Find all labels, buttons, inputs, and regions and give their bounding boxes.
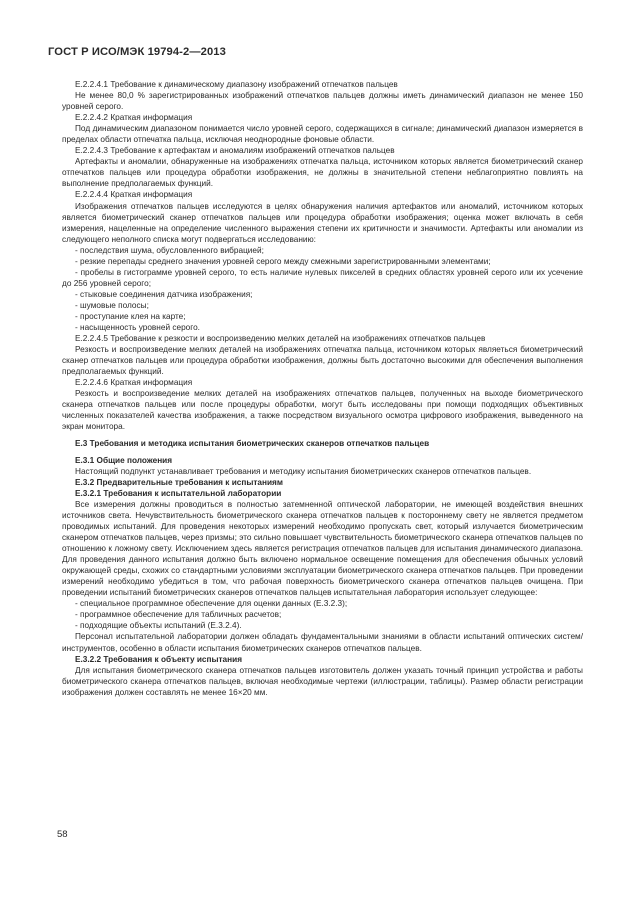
document-body <box>62 79 583 698</box>
paragraph: Е.2.2.4.6 Краткая информация <box>75 378 193 388</box>
paragraph: Е.2.2.4.5 Требование к резкости и воспроизведению мелких деталей на изображениях отпечатков пальцев <box>75 334 486 344</box>
paragraph: - специальное программное обеспечение для оценки данных (Е.3.2.3); <box>75 599 348 609</box>
paragraph: Е.2.2.4.3 Требование к артефактам и аномалиям изображений отпечатков пальцев <box>75 146 395 156</box>
paragraph: - последствия шума, обусловленного вибрацией; <box>75 245 264 255</box>
paragraph: Артефакты и аномалии, обнаруженные на изображениях отпечатка пальца, источником которых является биометрический сканер отпечатков пальцев или процедура обработки изображения, не должны в значительной степени неблагоприятно повлиять на выполнение предполагаемых функций. <box>62 157 583 189</box>
paragraph: Е.2.2.4.1 Требование к динамическому диапазону изображений отпечатков пальцев <box>75 80 398 89</box>
paragraph: Под динамическим диапазоном понимается число уровней серого, содержащихся в сигнале; динамический диапазон измеряется в пределах области отпечатка пальца, исключая неоднородные фоновые области. <box>62 124 583 145</box>
section-heading: Е.3.2.1 Требования к испытательной лаборатории <box>75 488 282 498</box>
paragraph: - резкие перепады среднего значения уровней серого между смежными зарегистрированными элементами; <box>75 256 491 266</box>
paragraph: Резкость и воспроизведение мелких деталей на изображениях отпечатка пальца, источником которых являеться биометрический сканер отпечатков пальцев или процедура обработки изображения, должны быть достаточно высокими для обеспечения выполнения предполагаемых функций. <box>62 345 583 377</box>
paragraph: Е.2.2.4.4 Краткая информация <box>75 190 193 200</box>
section-heading: Е.3.2.2 Требования к объекту испытания <box>75 654 243 664</box>
paragraph: - пробелы в гистограмме уровней серого, то есть наличие нулевых пикселей в средних областях уровней серого или их усечение до 256 уровней серого; <box>62 267 583 288</box>
document-header: ГОСТ Р ИСО/МЭК 19794-2—2013 <box>48 46 226 58</box>
section-heading: Е.3.1 Общие положения <box>75 455 173 465</box>
paragraph: Е.2.2.4.2 Краткая информация <box>75 113 193 123</box>
paragraph: Изображения отпечатков пальцев исследуются в целях обнаружения наличия артефактов или аномалий, источником которых является биометрический сканер отпечатков пальцев или процедура обработки изображения; оценка может включать в себя измерения, нацеленные на определение численного выражения степени их критичности и значимости. Артефакты или аномалии из следующего неполного списка могут подвергаться исследованию: <box>62 201 583 244</box>
section-heading: Е.3.2 Предварительные требования к испытаниям <box>75 477 283 487</box>
paragraph: Не менее 80,0 % зарегистрированных изображений отпечатков пальцев должны иметь динамический диапазон не менее 150 уровней серого. <box>62 91 583 112</box>
paragraph: - подходящие объекты испытаний (Е.3.2.4). <box>75 621 242 631</box>
paragraph: - шумовые полосы; <box>75 300 149 310</box>
paragraph: - проступание клея на карте; <box>75 311 186 321</box>
paragraph: Все измерения должны проводиться в полностью затемненной оптической лаборатории, не имеющей воздействия внешних источников света. Нечувствительность биометрического сканера отпечатков пальцев к постороннему свету не является предметом проводимых испытаний. Для проведения некоторых измерений необходимо пропускать свет, который излучается биометрическим сканером отпечатков пальцев, через призмы; это сильно повышает чувствительность биометрического сканера отпечатков пальцев по отношению к ложному свету. Исключением здесь является регистрация отпечатков пальцев для испытания динамического диапазона. Для проведения данного испытания должно быть включено нормальное освещение помещения для обеспечения обычных условий окружающей среды, схожих со стандартными условиями эксплуатации биометрического сканера отпечатков пальцев. При проведении измерений необходимо убедиться в том, что рабочая поверхность биометрического сканера отпечатков пальцев очищена. При проведении испытаний биометрических сканеров отпечатков пальцев испытательная лаборатория использует следующее: <box>62 499 583 598</box>
paragraph: - стыковые соединения датчика изображения; <box>75 289 253 299</box>
page-number: 58 <box>57 829 68 840</box>
paragraph: - насыщенность уровней серого. <box>75 323 200 333</box>
paragraph: Резкость и воспроизведение мелких деталей на изображениях отпечатков пальцев, полученных на выходе биометрического сканера отпечатков пальцев или после процедуры обработки, могут быть исследованы при помощи подходящих объективных численных показателей качества изображения, а также посредством визуального осмотра цифрового изображения, выведенного на экран монитора. <box>62 389 583 432</box>
paragraph: - программное обеспечение для табличных расчетов; <box>75 610 282 620</box>
paragraph: Для испытания биометрического сканера отпечатков пальцев изготовитель должен указать точный принцип устройства и работы биометрического сканера отпечатков пальцев, включая необходимые чертежи (иллюстрации, таблицы). Размер области регистрации изображения должен составлять не менее 16×20 мм. <box>62 665 583 697</box>
paragraph: Персонал испытательной лаборатории должен обладать фундаментальными знаниями в области испытаний оптических систем/инструментов, особенно в области испытания биометрических сканеров отпечатков пальцев. <box>62 632 583 653</box>
paragraph: Настоящий подпункт устанавливает требования и методику испытания биометрических сканеров отпечатков пальцев. <box>75 466 532 476</box>
section-heading: Е.3 Требования и методика испытания биометрических сканеров отпечатков пальцев <box>75 439 430 449</box>
